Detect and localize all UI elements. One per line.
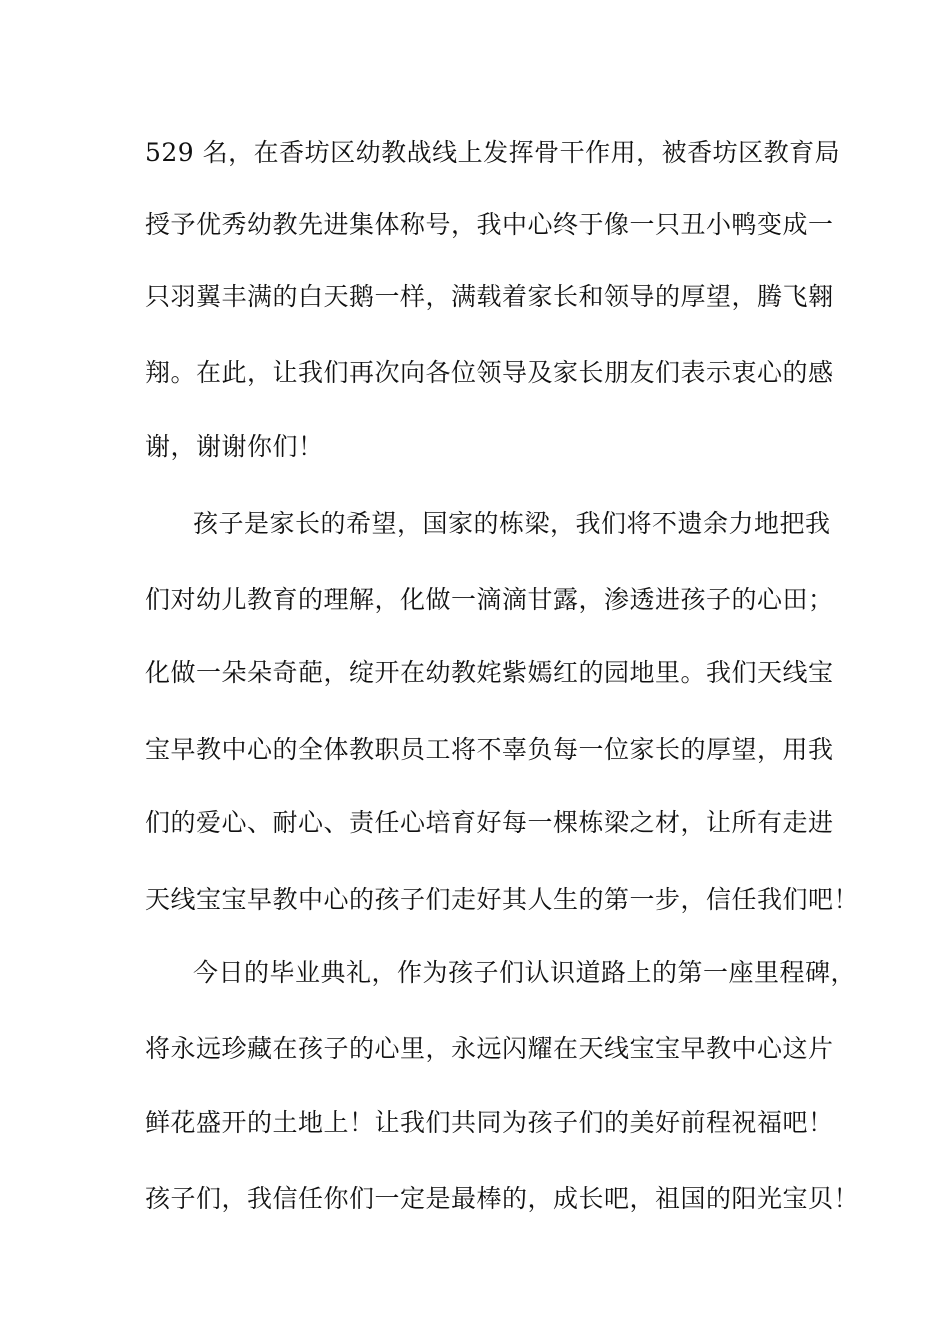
text-line: 谢，谢谢你们！ bbox=[145, 432, 324, 461]
text-line: 们的爱心、耐心、责任心培育好每一棵栋梁之材，让所有走进 bbox=[145, 808, 834, 837]
text-line: 将永远珍藏在孩子的心里，永远闪耀在天线宝宝早教中心这片 bbox=[145, 1034, 834, 1063]
paragraph-first-line: 孩子是家长的希望，国家的栋梁，我们将不遗余力地把我 bbox=[193, 509, 831, 538]
text-line: 宝早教中心的全体教职员工将不辜负每一位家长的厚望，用我 bbox=[145, 735, 834, 764]
text-line: 只羽翼丰满的白天鹅一样，满载着家长和领导的厚望，腾飞翱 bbox=[145, 282, 834, 311]
text-line: 529 名，在香坊区幼教战线上发挥骨干作用，被香坊区教育局 bbox=[145, 138, 841, 167]
text-line: 化做一朵朵奇葩，绽开在幼教姹紫嫣红的园地里。我们天线宝 bbox=[145, 658, 834, 687]
text-line: 翔。在此，让我们再次向各位领导及家长朋友们表示衷心的感 bbox=[145, 358, 834, 387]
text-line: 授予优秀幼教先进集体称号，我中心终于像一只丑小鸭变成一 bbox=[145, 210, 834, 239]
text-line: 们对幼儿教育的理解，化做一滴滴甘露，渗透进孩子的心田； bbox=[145, 585, 834, 614]
text-line: 鲜花盛开的土地上！让我们共同为孩子们的美好前程祝福吧！ bbox=[145, 1108, 834, 1137]
text-line: 天线宝宝早教中心的孩子们走好其人生的第一步，信任我们吧！ bbox=[145, 885, 860, 914]
text-line: 孩子们，我信任你们一定是最棒的，成长吧，祖国的阳光宝贝！ bbox=[145, 1184, 860, 1213]
paragraph-first-line: 今日的毕业典礼，作为孩子们认识道路上的第一座里程碑， bbox=[193, 958, 857, 987]
